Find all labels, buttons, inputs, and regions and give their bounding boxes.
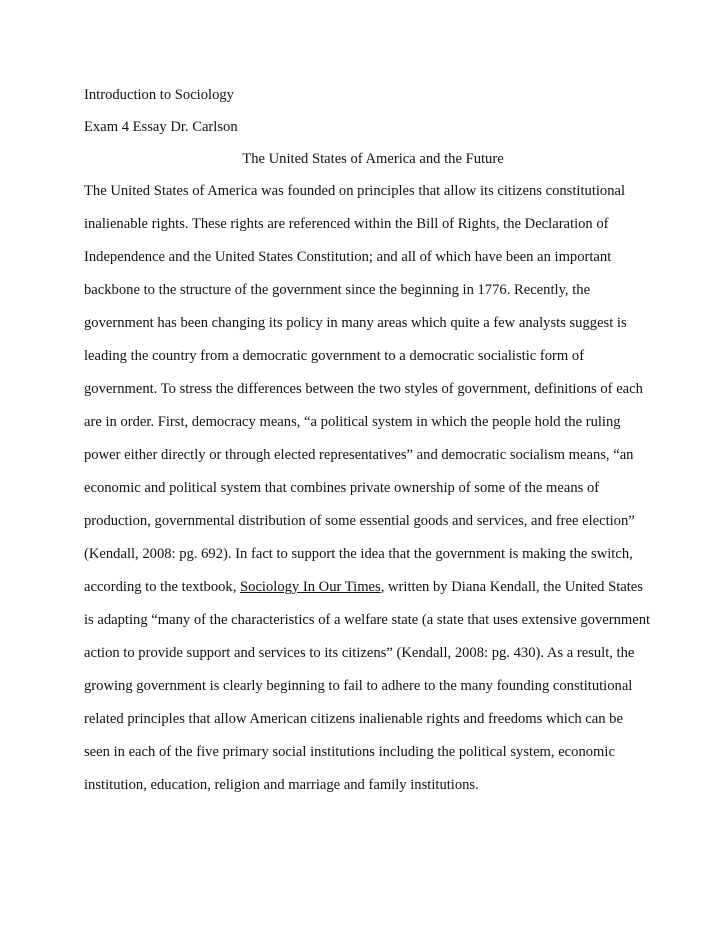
essay-title-row xyxy=(0,151,728,167)
paragraph-line: related principles that allow American citizens inalienable rights and freedoms which can be xyxy=(84,711,623,727)
paragraph-line: government has been changing its policy in many areas which quite a few analysts suggest is xyxy=(84,315,627,331)
paragraph-line xyxy=(84,579,643,595)
paragraph-line: growing government is clearly beginning to fail to adhere to the many founding constitutional xyxy=(84,678,633,694)
paragraph-line: leading the country from a democratic government to a democratic socialistic form of xyxy=(84,348,585,364)
paragraph-line: institution, education, religion and marriage and family institutions. xyxy=(84,777,479,793)
paragraph-line: (Kendall, 2008: pg. 692). In fact to support the idea that the government is making the switch, xyxy=(84,546,633,562)
paragraph-line: backbone to the structure of the government since the beginning in 1776. Recently, the xyxy=(84,282,591,298)
paragraph-line: power either directly or through elected representatives” and democratic socialism means, “an xyxy=(84,447,634,463)
course-name: Introduction to Sociology xyxy=(84,87,234,103)
paragraph-line: government. To stress the differences between the two styles of government, definitions of each xyxy=(84,381,643,397)
text-segment: , written by Diana Kendall, the United States xyxy=(380,579,643,595)
paragraph-line: seen in each of the five primary social institutions including the political system, economic xyxy=(84,744,615,760)
text-segment: according to the textbook, xyxy=(84,579,241,595)
paragraph-line: action to provide support and services to its citizens” (Kendall, 2008: pg. 430). As a result, the xyxy=(84,645,635,661)
paragraph-line: is adapting “many of the characteristics of a welfare state (a state that uses extensive government xyxy=(84,612,651,628)
paragraph-line: are in order. First, democracy means, “a political system in which the people hold the ruling xyxy=(84,414,621,430)
book-title: Sociology In Our Times xyxy=(240,579,381,595)
paragraph-line: Independence and the United States Constitution; and all of which have been an important xyxy=(84,249,612,265)
exam-info: Exam 4 Essay Dr. Carlson xyxy=(84,119,238,135)
essay-title: The United States of America and the Future xyxy=(242,151,504,167)
paragraph-line: The United States of America was founded on principles that allow its citizens constitutional xyxy=(84,183,626,199)
paragraph-line: inalienable rights. These rights are referenced within the Bill of Rights, the Declaration of xyxy=(84,216,609,232)
paragraph-line: production, governmental distribution of some essential goods and services, and free election” xyxy=(84,513,635,529)
paragraph-line: economic and political system that combines private ownership of some of the means of xyxy=(84,480,600,496)
